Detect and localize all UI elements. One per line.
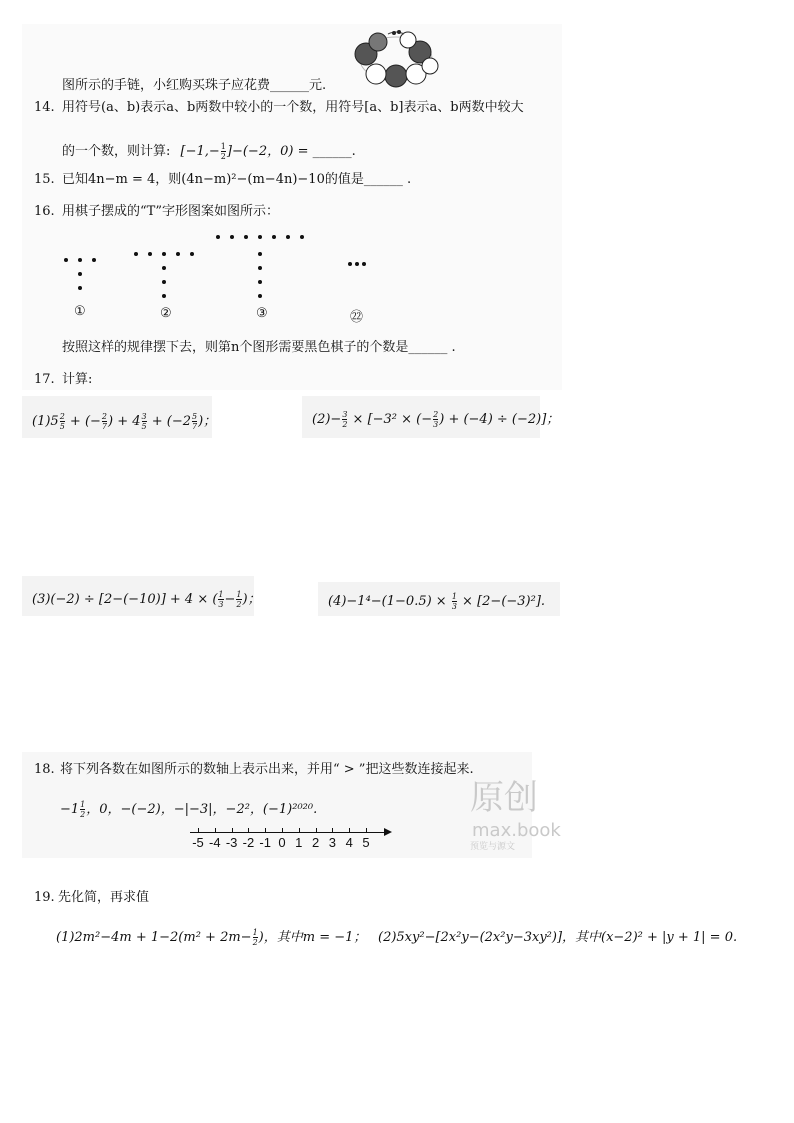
q14-expr-a: [−1,− (180, 144, 220, 159)
q17-p2-c: ) + (−4) ÷ (−2)]； (439, 412, 560, 427)
number-line-label: 2 (311, 835, 320, 850)
number-line-tick (282, 828, 283, 833)
number-line-tick (215, 828, 216, 833)
q17-part1 (32, 412, 216, 431)
q17-p3-f1n: 1 (218, 590, 224, 599)
q14-expr-b: ]−(−2，0) = (226, 144, 309, 159)
q15-text: 已知4n−m = 4，则(4n−m)²−(m−4n)−10的值是______ . (62, 172, 412, 187)
number-line-tick (265, 828, 266, 833)
q17-p1-f2d: 7 (101, 422, 107, 431)
q17-p1-f1n: 2 (59, 412, 65, 421)
q17-p1-f4n: 5 (192, 412, 198, 421)
q18-numbers-b: ，0，−(−2)，−|−3|，−2²，(−1)²⁰²⁰. (86, 802, 318, 817)
q18-number: 18. (34, 762, 55, 777)
watermark-main: 原创 (470, 778, 538, 818)
q14-line2 (62, 142, 356, 161)
q14-frac-den: 2 (220, 152, 226, 161)
number-line-tick (248, 828, 249, 833)
number-line-label: -5 (192, 835, 204, 850)
q16-number: 16. (34, 204, 55, 219)
q17-p1-e: )； (198, 414, 217, 429)
q19-p1-fd: 2 (252, 938, 258, 947)
number-line-label: -4 (209, 835, 221, 850)
number-line-label: -2 (242, 835, 255, 850)
q17-p4-b: × [2−(−3)²]. (457, 594, 546, 609)
q17-p3-f2d: 2 (236, 600, 242, 609)
watermark-small: 预览与源文 (470, 842, 516, 852)
bracelet-image (348, 26, 444, 92)
q17-p1-frac3 (142, 412, 147, 431)
number-line-tick (316, 828, 317, 833)
q19-part2: (2)5xy²−[2x²y−(2x²y−3xy²)]，其中(x−2)² + |y + 1| = 0. (378, 930, 738, 945)
q17-p4-f1n: 1 (451, 592, 457, 601)
number-line-label: 1 (295, 835, 303, 850)
t-label-2: ② (160, 306, 172, 321)
q19-title: 先化简，再求值 (58, 890, 150, 905)
q14-frac (221, 142, 226, 161)
q17-p1-c: ) + 4 (108, 414, 141, 429)
q17-p1-b: + (− (65, 414, 101, 429)
q17-p1-frac2 (102, 412, 107, 431)
q17-p3-a: (3)(−2) ÷ [2−(−10)] + 4 × ( (32, 592, 218, 607)
q18-text: 将下列各数在如图所示的数轴上表示出来，并用“ > ”把这些数连接起来. (60, 762, 474, 777)
q17-p2-f2n: 2 (433, 410, 439, 419)
q19-p1-frac (253, 928, 258, 947)
q17-p4-a: (4)−1⁴−(1−0.5) × (328, 594, 451, 609)
q17-p3-f2n: 1 (236, 590, 242, 599)
number-line-tick (349, 828, 350, 833)
number-line-tick (332, 828, 333, 833)
number-line-tick (299, 828, 300, 833)
q17-title: 计算: (62, 372, 93, 387)
t-label-1: ① (74, 304, 86, 319)
q17-p2-a: (2)− (312, 412, 342, 427)
q14-number: 14. (34, 100, 55, 115)
q17-p2-frac1 (342, 410, 347, 429)
number-line-tick (366, 828, 367, 833)
q17-p1-f2n: 2 (101, 412, 107, 421)
number-line-arrow (384, 828, 392, 836)
q18-numbers (60, 800, 317, 819)
q18-numbers-a: −1 (60, 802, 80, 817)
q17-p3-frac1 (218, 590, 223, 609)
q19-p1-fn: 1 (252, 928, 258, 937)
q14-blank: ______. (312, 144, 356, 159)
q17-p3-f1d: 3 (218, 600, 224, 609)
q17-p1-f3n: 3 (141, 412, 147, 421)
q17-p3-frac2 (236, 590, 241, 609)
q19-number: 19. (34, 890, 55, 905)
q19-part1 (56, 928, 366, 947)
q14-frac-num: 1 (220, 142, 226, 151)
watermark-sub: max.book (472, 820, 561, 841)
q17-part4 (328, 592, 545, 611)
q14-line2-prefix: 的一个数，则计算: (62, 144, 171, 159)
number-line (190, 828, 400, 858)
number-line-label: 5 (362, 835, 370, 850)
t-label-3: ③ (256, 306, 268, 321)
t-label-22: ㉒ (350, 310, 364, 325)
q17-p3-c: )； (242, 592, 261, 607)
number-line-tick (232, 828, 233, 833)
q17-p2-f1d: 2 (342, 420, 348, 429)
q17-p4-f1d: 3 (451, 602, 457, 611)
q18-fd: 2 (80, 810, 86, 819)
q17-p2-b: × [−3² × (− (348, 412, 433, 427)
number-line-label: -3 (225, 835, 238, 850)
q17-p1-f3d: 5 (141, 422, 147, 431)
q17-p2-frac2 (433, 410, 438, 429)
q17-p2-f1n: 3 (342, 410, 348, 419)
q16-text: 用棋子摆成的“T”字形图案如图所示： (62, 204, 279, 219)
q19-p1-b: )，其中m = −1； (258, 930, 367, 945)
number-line-label: 4 (345, 835, 353, 850)
q17-p1-f4d: 7 (192, 422, 198, 431)
q17-p4-frac1 (452, 592, 457, 611)
q18-frac (80, 800, 85, 819)
q17-number: 17. (34, 372, 55, 387)
q17-part3 (32, 590, 261, 609)
q17-p2-f2d: 3 (433, 420, 439, 429)
q17-p1-frac1 (60, 412, 65, 431)
q17-p3-b: − (224, 592, 236, 607)
q17-part2 (312, 410, 559, 429)
number-line-label: 3 (328, 835, 337, 850)
number-line-axis (190, 832, 386, 833)
q15-number: 15. (34, 172, 55, 187)
q17-p1-frac4 (192, 412, 197, 431)
q17-p1-d: + (−2 (147, 414, 191, 429)
q19-p1-a: (1)2m²−4m + 1−2(m² + 2m− (56, 930, 252, 945)
q17-p1-f1d: 5 (59, 422, 65, 431)
q18-fn: 1 (80, 800, 86, 809)
q16-question: 按照这样的规律摆下去，则第n个图形需要黑色棋子的个数是______ . (62, 340, 456, 355)
q13-text: 图所示的手链，小红购买珠子应花费______元. (62, 78, 327, 93)
q17-p1-a: (1)5 (32, 414, 59, 429)
number-line-label: -1 (259, 835, 271, 850)
q14-line1: 用符号(a、b)表示a、b两数中较小的一个数，用符号[a、b]表示a、b两数中较大 (62, 100, 524, 115)
number-line-tick (198, 828, 199, 833)
number-line-label: 0 (278, 835, 286, 850)
